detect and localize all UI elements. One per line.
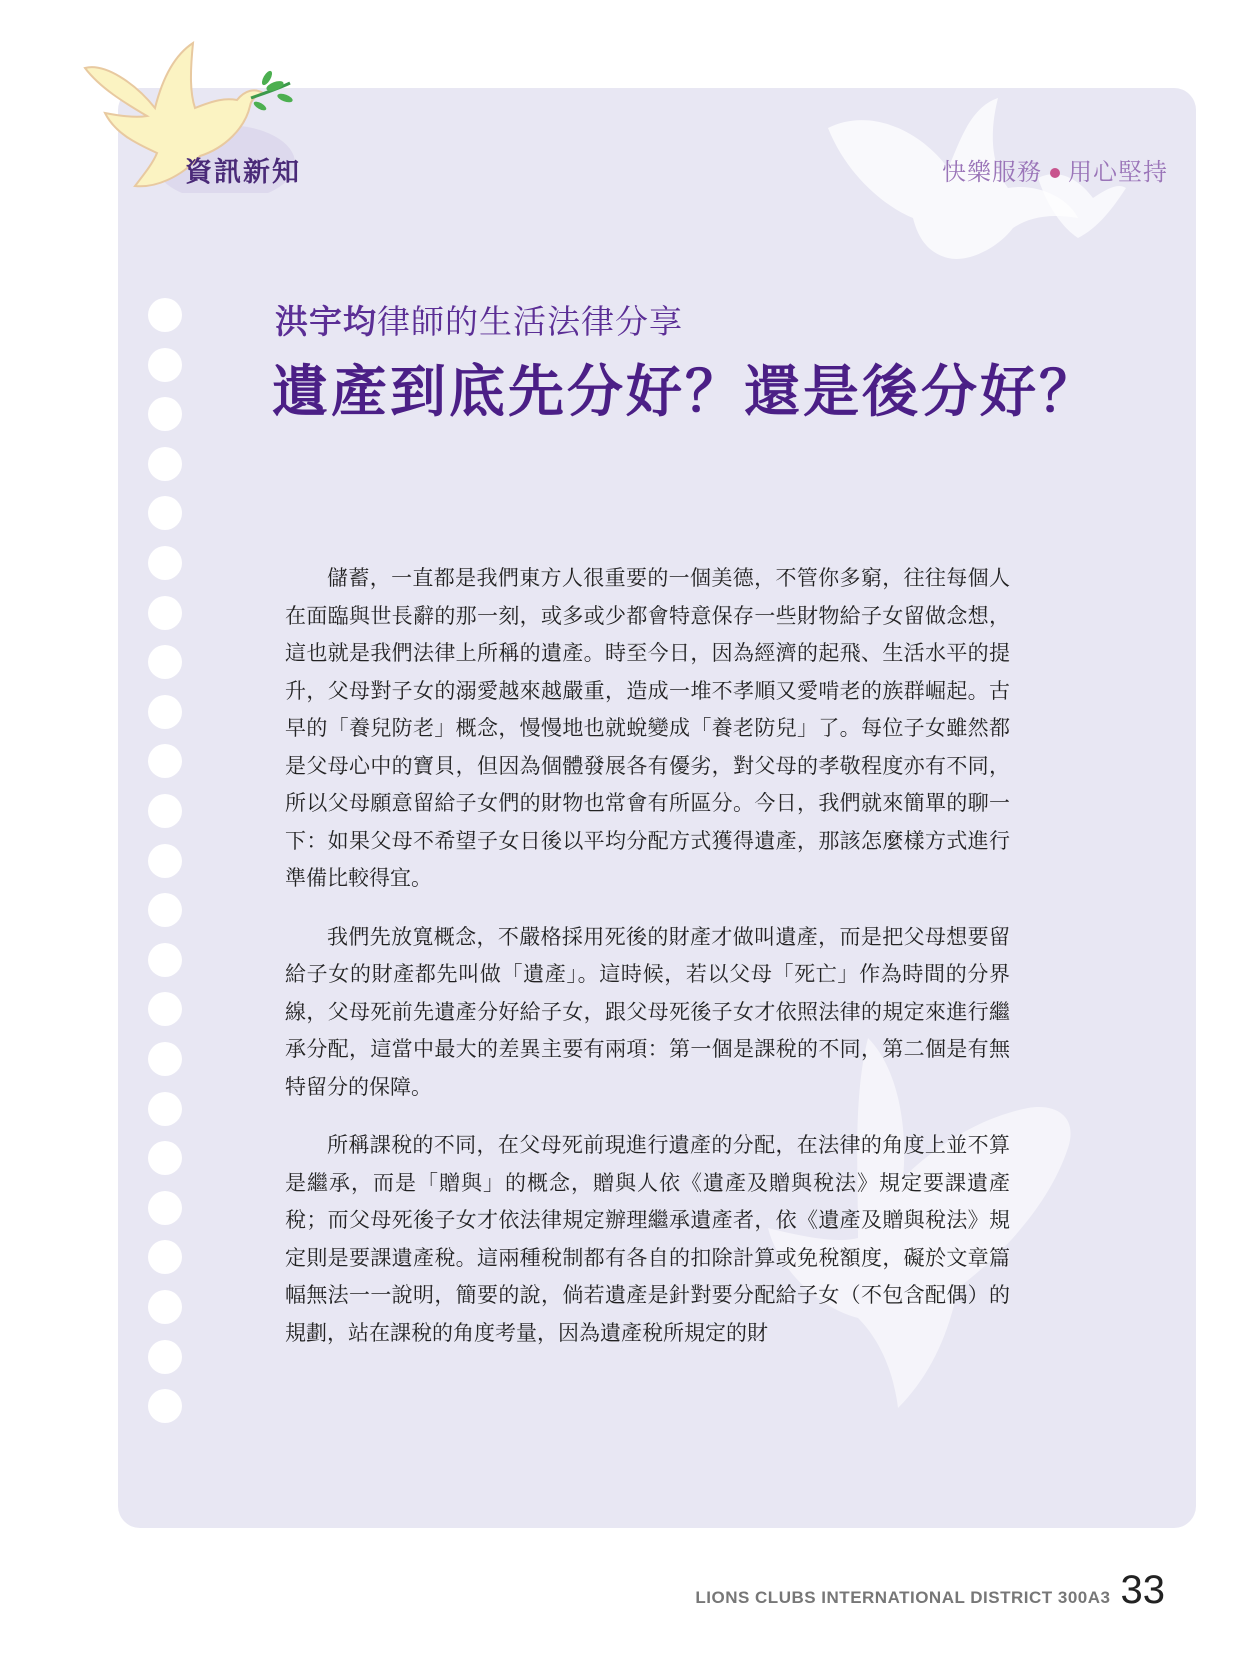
binder-hole xyxy=(148,348,182,382)
paragraph: 所稱課稅的不同，在父母死前現進行遺產的分配，在法律的角度上並不算是繼承，而是「贈與」的概念，贈與人依《遺產及贈與稅法》規定要課遺產稅；而父母死後子女才依法律規定辦理繼承遺產者，依《遺產及贈與稅法》規定則是要課遺產稅。這兩種稅制都有各自的扣除計算或免稅額度，礙於文章篇幅無法一一說明，簡要的說，倘若遺產是針對要分配給子女（不包含配偶）的規劃，站在課稅的角度考量，因為遺產稅所規定的財 xyxy=(285,1133,1010,1345)
binder-hole xyxy=(148,1042,182,1076)
article-subtitle xyxy=(275,296,683,343)
author-name: 洪宇均 xyxy=(275,302,377,341)
article-body xyxy=(285,560,1010,1373)
binder-hole xyxy=(148,1340,182,1374)
paragraph: 我們先放寬概念，不嚴格採用死後的財產才做叫遺產，而是把父母想要留給子女的財產都先叫做「遺產」。這時候，若以父母「死亡」作為時間的分界線，父母死前先遺產分好給子女，跟父母死後子女才依照法律的規定來進行繼承分配，這當中最大的差異主要有兩項：第一個是課稅的不同，第二個是有無特留分的保障。 xyxy=(285,924,1010,1099)
slogan-left: 快樂服務 xyxy=(942,158,1042,186)
binder-hole xyxy=(148,298,182,332)
binder-hole xyxy=(148,447,182,481)
bullet-dot-icon xyxy=(1050,168,1060,178)
binder-hole xyxy=(148,1191,182,1225)
binder-hole xyxy=(148,546,182,580)
binder-hole xyxy=(148,794,182,828)
page-number: 33 xyxy=(1120,1568,1165,1612)
slogan-right: 用心堅持 xyxy=(1068,158,1168,186)
organization-name: LIONS CLUBS INTERNATIONAL DISTRICT 300A3 xyxy=(695,1588,1111,1607)
page-footer xyxy=(695,1568,1165,1613)
slogan xyxy=(942,152,1168,187)
binder-hole xyxy=(148,695,182,729)
binder-hole xyxy=(148,893,182,927)
subtitle-text: 律師的生活法律分享 xyxy=(377,302,683,341)
paragraph: 儲蓄，一直都是我們東方人很重要的一個美德，不管你多窮，往往每個人在面臨與世長辭的那一刻，或多或少都會特意保存一些財物給子女留做念想，這也就是我們法律上所稱的遺產。時至今日，因為經濟的起飛、生活水平的提升，父母對子女的溺愛越來越嚴重，造成一堆不孝順又愛啃老的族群崛起。古早的「養兒防老」概念，慢慢地也就蛻變成「養老防兒」了。每位子女雖然都是父母心中的寶貝，但因為個體發展各有優劣，對父母的孝敬程度亦有不同，所以父母願意留給子女們的財物也常會有所區分。今日，我們就來簡單的聊一下：如果父母不希望子女日後以平均分配方式獲得遺產，那該怎麼樣方式進行準備比較得宜。 xyxy=(285,566,1010,890)
binder-hole xyxy=(148,844,182,878)
article-title: 遺產到底先分好？還是後分好？ xyxy=(272,360,1098,425)
binder-hole xyxy=(148,645,182,679)
binder-hole xyxy=(148,397,182,431)
binder-hole xyxy=(148,943,182,977)
binder-hole xyxy=(148,1141,182,1175)
section-label: 資訊新知 xyxy=(185,157,301,188)
binder-hole xyxy=(148,1389,182,1423)
binder-hole xyxy=(148,596,182,630)
binder-hole xyxy=(148,1092,182,1126)
binder-hole xyxy=(148,1290,182,1324)
